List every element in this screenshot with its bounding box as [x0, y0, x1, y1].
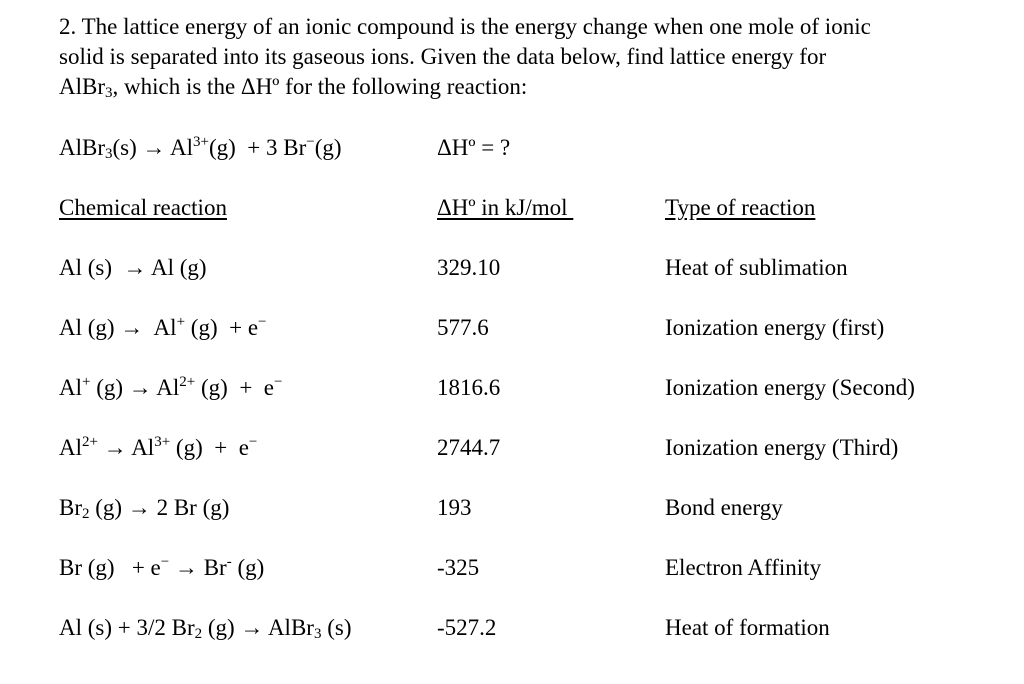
header-delta-h: ΔHº in kJ/mol	[437, 195, 574, 220]
table-row	[0, 253, 1024, 285]
question-line-3: AlBr$_3$, which is the ΔHº for the following reaction:	[59, 74, 528, 101]
reaction-equation: Al (s) + 3/2 $Br_2$ (g) → AlBr$_3$ (s)	[59, 615, 352, 642]
reaction-equation: Al (g) → Al+ (g) + e−	[59, 314, 267, 340]
table-row	[0, 493, 1024, 525]
question-text	[59, 12, 999, 102]
table-header-row	[0, 193, 1024, 225]
target-reaction-equation: AlBr$_3$(s) → $Al^{3+}(g) + 3$ Br−(g)	[59, 134, 342, 162]
reaction-equation: $Al^{2+} \to Al^{3+}$ (g) + e−	[59, 434, 258, 460]
reaction-delta-h: 193	[437, 495, 472, 520]
table-row	[0, 433, 1024, 465]
header-type-of-reaction: Type of reaction	[665, 195, 816, 220]
reaction-delta-h: 577.6	[437, 315, 489, 340]
table-row	[0, 613, 1024, 645]
question-line-1	[59, 12, 999, 42]
reaction-delta-h: 1816.6	[437, 375, 501, 400]
reaction-type: Ionization energy (Third)	[665, 435, 899, 460]
table-row	[0, 313, 1024, 345]
table-row	[0, 373, 1024, 405]
question-number: 2.	[59, 14, 77, 39]
reaction-equation: Al+ $(g) \to Al^{2+}$ (g) + e−	[59, 374, 283, 400]
reaction-type: Heat of sublimation	[665, 255, 848, 280]
target-reaction-delta-h: ΔHº = ?	[437, 135, 511, 160]
reaction-delta-h: -527.2	[437, 615, 497, 640]
question-line-2: solid is separated into its gaseous ions. Given the data below, find lattice energy for	[59, 44, 827, 69]
reaction-type: Ionization energy (Second)	[665, 375, 915, 400]
reaction-type: Heat of formation	[665, 615, 830, 640]
reaction-delta-h: -325	[437, 555, 480, 580]
reaction-type: Electron Affinity	[665, 555, 822, 580]
reaction-equation: $Br_2$ (g) → 2 Br (g)	[59, 495, 230, 522]
header-chemical-reaction: Chemical reaction	[59, 195, 227, 220]
reaction-type: Bond energy	[665, 495, 783, 520]
table-row	[0, 553, 1024, 585]
reaction-delta-h: 2744.7	[437, 435, 501, 460]
question-line-1-text: The lattice energy of an ionic compound is the energy change when one mole of ionic	[81, 14, 871, 39]
reaction-equation: Br (g) + e− → Br- (g)	[59, 554, 265, 580]
reaction-type: Ionization energy (first)	[665, 315, 885, 340]
reaction-equation: Al (s) → Al (g)	[59, 255, 207, 280]
reaction-delta-h: 329.10	[437, 255, 501, 280]
